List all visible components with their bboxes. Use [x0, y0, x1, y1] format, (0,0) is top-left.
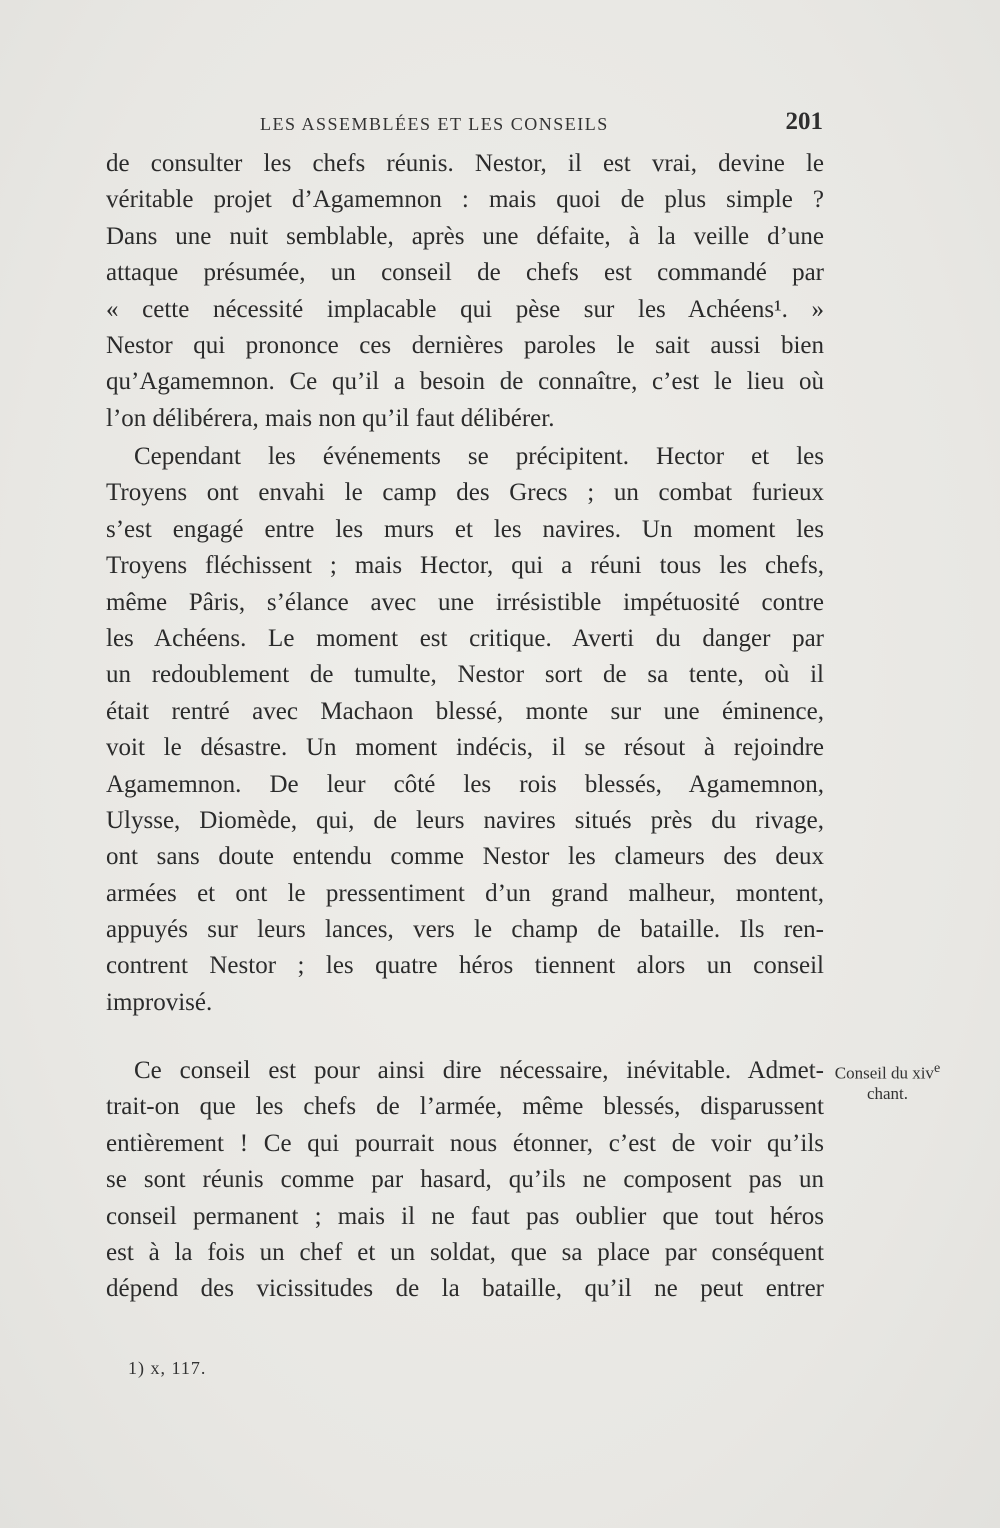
text-line: de consulter les chefs réunis. Nestor, il est vrai, devine le	[106, 150, 824, 177]
marginal-note	[830, 1058, 945, 1104]
text-line: les Achéens. Le moment est critique. Averti du danger par	[106, 624, 824, 652]
text-line: Nestor qui prononce ces dernières paroles le sait aussi bien	[106, 331, 824, 359]
text-line: voit le désastre. Un moment indécis, il se résout à rejoindre	[106, 734, 824, 762]
text-line: Dans une nuit semblable, après une défaite, à la veille d’une	[106, 222, 824, 250]
text-line: véritable projet d’Agamemnon : mais quoi de plus simple ?	[106, 186, 824, 214]
text-line: appuyés sur leurs lances, vers le champ de bataille. Ils ren-	[106, 916, 824, 944]
text-line: un redoublement de tumulte, Nestor sort de sa tente, où il	[106, 661, 824, 689]
text-line: Ulysse, Diomède, qui, de leurs navires situés près du rivage,	[106, 806, 824, 834]
text-line: s’est engagé entre les murs et les navires. Un moment les	[106, 515, 824, 543]
paragraph-3	[106, 1053, 824, 1308]
text-line: conseil permanent ; mais il ne faut pas oublier que tout héros	[106, 1202, 824, 1230]
text-line: se sont réunis comme par hasard, qu’ils ne composent pas un	[106, 1166, 824, 1194]
text-line: contrent Nestor ; les quatre héros tiennent alors un conseil	[106, 952, 824, 980]
running-head	[108, 110, 823, 140]
text-line: même Pâris, s’élance avec une irrésistible impétuosité contre	[106, 588, 824, 616]
text-line: est à la fois un chef et un soldat, que sa place par conséquent	[106, 1238, 824, 1266]
text-line: Ce conseil est pour ainsi dire nécessaire, inévitable. Admet-	[134, 1057, 824, 1084]
text-line: Troyens ont envahi le camp des Grecs ; un combat furieux	[106, 479, 824, 507]
text-line: trait-on que les chefs de l’armée, même blessés, disparussent	[106, 1093, 824, 1121]
text-line: armées et ont le pressentiment d’un grand malheur, montent,	[106, 879, 824, 907]
text-line: « cette nécessité implacable qui pèse sur les Achéens¹. »	[106, 295, 824, 323]
text-line: était rentré avec Machaon blessé, monte sur une éminence,	[106, 697, 824, 725]
marginal-note-line1: Conseil du xiv	[834, 1063, 934, 1083]
text-line: qu’Agamemnon. Ce qu’il a besoin de connaître, c’est le lieu où	[106, 368, 824, 396]
text-line: Troyens fléchissent ; mais Hector, qui a réuni tous les chefs,	[106, 552, 824, 580]
running-title: LES ASSEMBLÉES ET LES CONSEILS	[260, 114, 609, 134]
marginal-note-sup: e	[933, 1060, 941, 1076]
text-line: Agamemnon. De leur côté les rois blessés, Agamemnon,	[106, 770, 824, 798]
paragraph-2	[106, 439, 824, 1021]
text-line: Cependant les événements se précipitent. Hector et les	[134, 443, 824, 470]
text-line: attaque présumée, un conseil de chefs est commandé par	[106, 259, 824, 287]
text-line: entièrement ! Ce qui pourrait nous étonner, c’est de voir qu’ils	[106, 1129, 824, 1157]
paragraph-1	[106, 146, 824, 437]
text-line: l’on délibérera, mais non qu’il faut délibérer.	[106, 404, 555, 432]
page-number: 201	[785, 108, 823, 135]
footnote: 1) x, 117.	[128, 1358, 207, 1378]
text-line: ont sans doute entendu comme Nestor les clameurs des deux	[106, 843, 824, 871]
marginal-note-line2: chant.	[866, 1083, 909, 1103]
text-line: dépend des vicissitudes de la bataille, qu’il ne peut entrer	[106, 1275, 824, 1303]
text-line: improvisé.	[106, 988, 213, 1016]
